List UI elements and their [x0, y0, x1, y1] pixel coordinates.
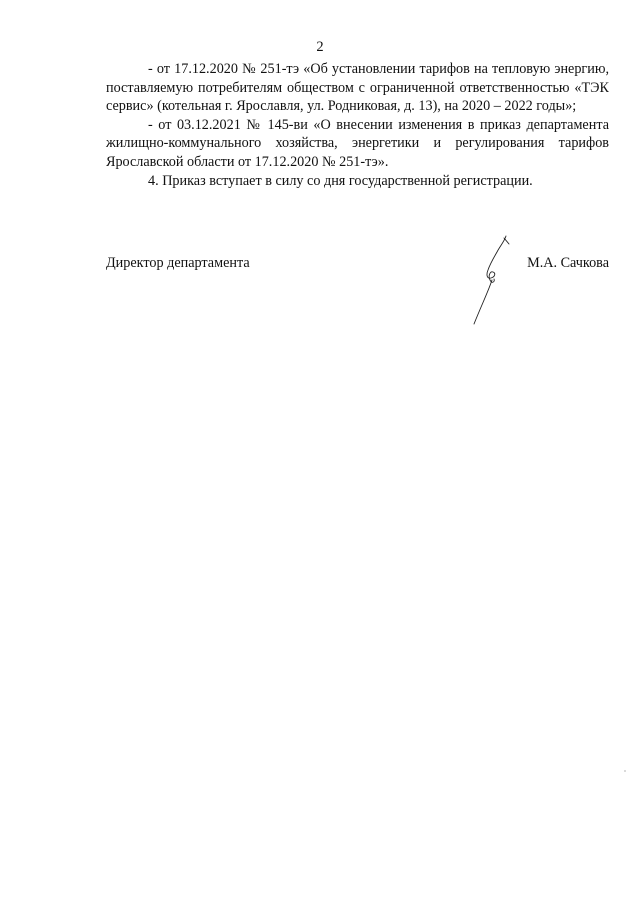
paragraph-amended-order-1: - от 17.12.2020 № 251-тэ «Об установлении тарифов на тепловую энергию, поставляемую потребителям обществом с ограниченной ответственностью «ТЭК сервис» (котельная г. Ярославля, ул. Родниковая, д. 13), на 2020 – 2022 годы»; — [106, 61, 609, 115]
paragraph-amended-order-2: - от 03.12.2021 № 145-ви «О внесении изменения в приказ департамента жилищно-коммунального хозяйства, энергетики и регулирования тарифов Ярославской области от 17.12.2020 № 251-тэ». — [106, 116, 609, 170]
handwritten-signature-icon — [466, 232, 526, 332]
signer-name: М.А. Сачкова — [527, 255, 609, 271]
scan-artifact — [624, 770, 626, 772]
paragraph-effective-date: 4. Приказ вступает в силу со дня государственной регистрации. — [148, 172, 533, 189]
page-number: 2 — [316, 39, 324, 55]
signature-block — [106, 248, 609, 328]
signer-title: Директор департамента — [106, 255, 250, 271]
document-body — [106, 60, 609, 190]
